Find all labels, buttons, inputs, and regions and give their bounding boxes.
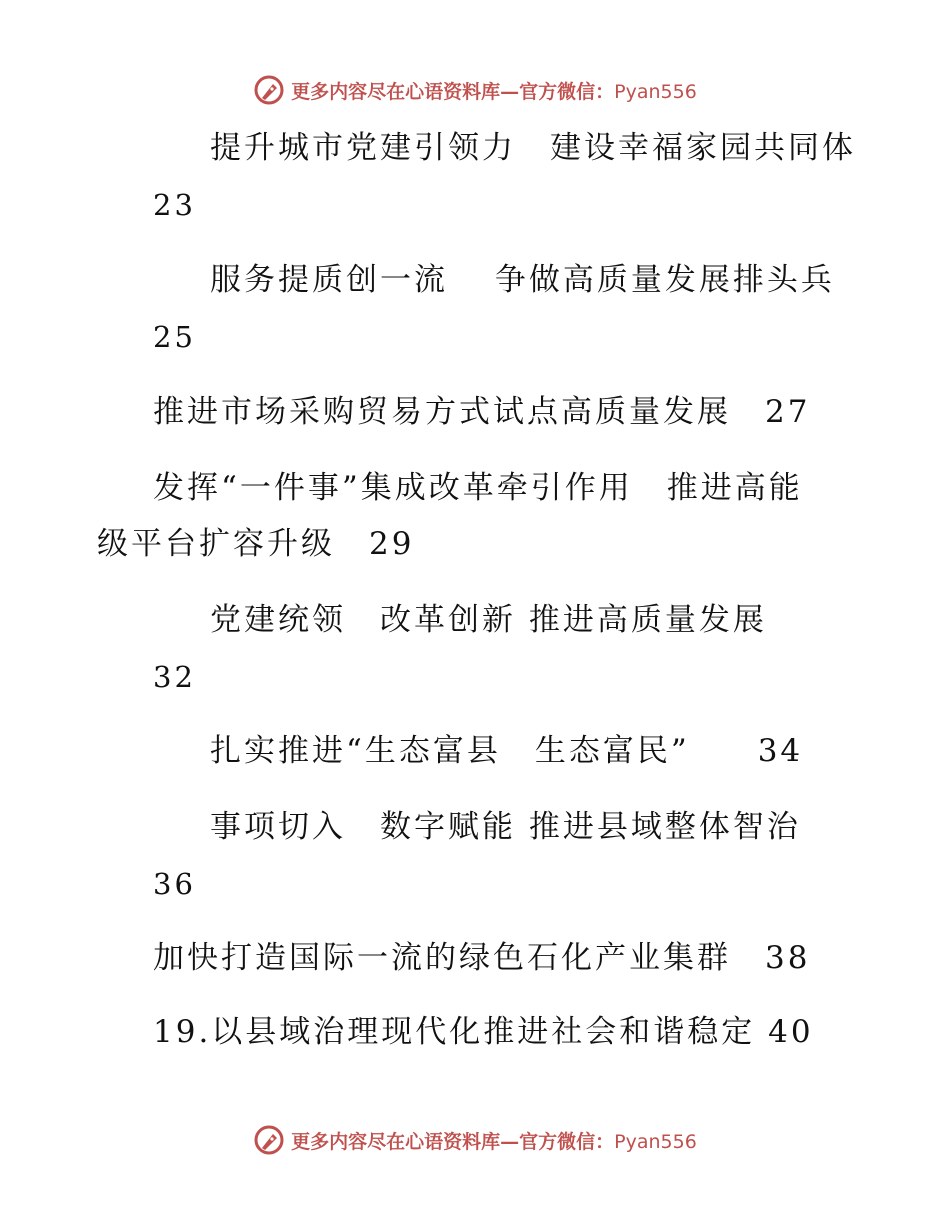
toc-entry-page: 32 [153, 660, 196, 694]
toc-entry-title: 19.以县域治理现代化推进社会和谐稳定 40 [153, 1014, 814, 1050]
header-banner-cn: 更多内容尽在心语资料库—官方微信： [291, 80, 615, 103]
pen-nib-logo-icon [253, 74, 285, 106]
toc-entry-page: 25 [153, 320, 196, 354]
toc-entry-title-line2: 级平台扩容升级 29 [97, 526, 415, 562]
toc-entry-title-line1: 发挥“一件事”集成改革牵引作用 推进高能 [153, 470, 803, 506]
footer-banner-cn: 更多内容尽在心语资料库—官方微信： [291, 1130, 615, 1153]
footer-banner [0, 1120, 950, 1160]
toc-entry-title: 推进市场采购贸易方式试点高质量发展 27 [153, 394, 811, 430]
footer-banner-text [291, 1127, 697, 1154]
header-banner [0, 70, 950, 110]
toc-entry-title: 党建统领 改革创新 推进高质量发展 [210, 602, 767, 638]
toc-entry-page: 23 [153, 188, 196, 222]
header-banner-id: Pyan556 [614, 80, 697, 103]
toc-entry-page: 36 [153, 867, 196, 901]
toc-entry-title: 事项切入 数字赋能 推进县域整体智治 [210, 809, 801, 845]
toc-entry-title: 加快打造国际一流的绿色石化产业集群 38 [153, 940, 811, 976]
footer-banner-id: Pyan556 [614, 1130, 697, 1153]
toc-entry-title: 服务提质创一流 争做高质量发展排头兵 [210, 262, 835, 298]
toc-entry-title: 提升城市党建引领力 建设幸福家园共同体 [210, 130, 856, 166]
pen-nib-logo-icon [253, 1124, 285, 1156]
toc-entry-title: 扎实推进“生态富县 生态富民” 34 [210, 733, 804, 769]
header-banner-text [291, 77, 697, 104]
